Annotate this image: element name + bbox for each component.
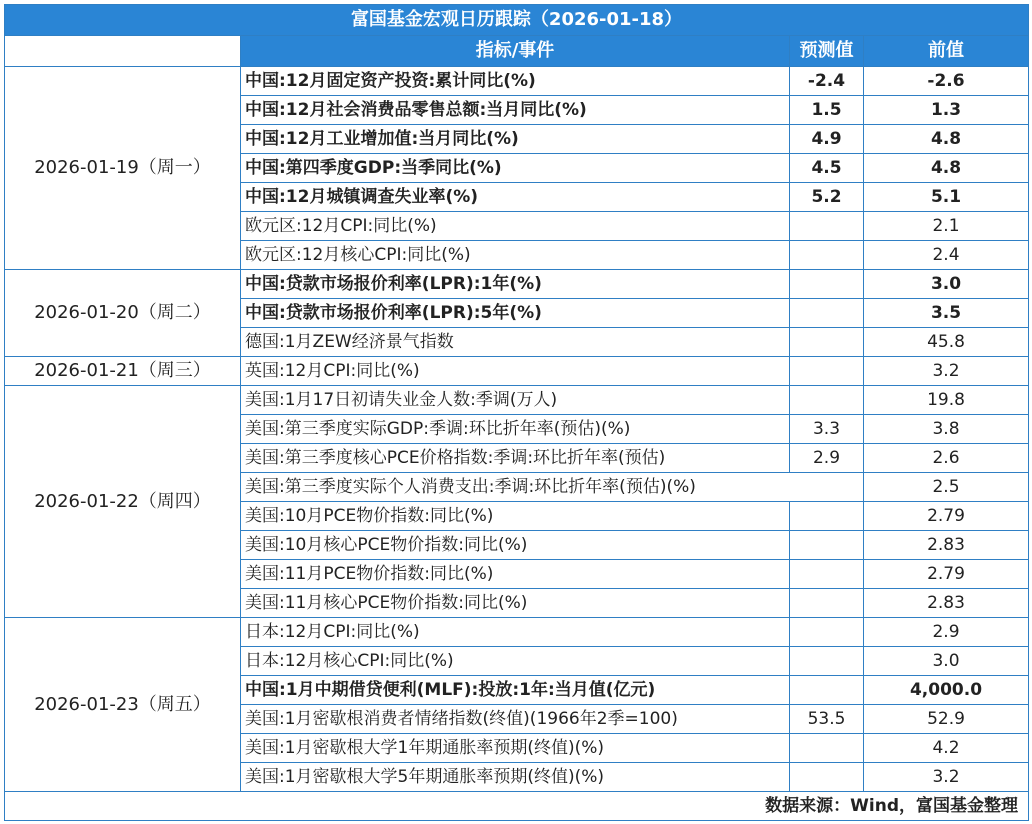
indicator-cell: 日本:12月CPI:同比(%) — [241, 618, 790, 647]
previous-cell: 3.0 — [864, 270, 1029, 299]
indicator-cell: 中国:12月固定资产投资:累计同比(%) — [241, 67, 790, 96]
previous-cell: 3.8 — [864, 415, 1029, 444]
table-row — [5, 270, 1029, 299]
previous-cell: 2.4 — [864, 241, 1029, 270]
header-previous: 前值 — [864, 36, 1029, 67]
indicator-cell: 中国:1月中期借贷便利(MLF):投放:1年:当月值(亿元) — [241, 676, 790, 705]
forecast-cell — [790, 502, 864, 531]
indicator-cell: 美国:第三季度核心PCE价格指数:季调:环比折年率(预估) — [241, 444, 790, 473]
previous-cell: 2.9 — [864, 618, 1029, 647]
forecast-cell: 2.9 — [790, 444, 864, 473]
indicator-cell: 美国:11月PCE物价指数:同比(%) — [241, 560, 790, 589]
previous-cell: -2.6 — [864, 67, 1029, 96]
previous-cell: 2.79 — [864, 502, 1029, 531]
indicator-cell: 英国:12月CPI:同比(%) — [241, 357, 790, 386]
indicator-cell: 美国:10月PCE物价指数:同比(%) — [241, 502, 790, 531]
forecast-cell: 1.5 — [790, 96, 864, 125]
indicator-cell: 美国:1月密歇根消费者情绪指数(终值)(1966年2季=100) — [241, 705, 790, 734]
previous-cell: 2.83 — [864, 589, 1029, 618]
indicator-cell: 日本:12月核心CPI:同比(%) — [241, 647, 790, 676]
indicator-cell: 中国:12月工业增加值:当月同比(%) — [241, 125, 790, 154]
previous-cell: 1.3 — [864, 96, 1029, 125]
previous-cell: 4.8 — [864, 154, 1029, 183]
indicator-cell: 中国:12月社会消费品零售总额:当月同比(%) — [241, 96, 790, 125]
indicator-cell: 中国:第四季度GDP:当季同比(%) — [241, 154, 790, 183]
previous-cell: 2.6 — [864, 444, 1029, 473]
header-row — [5, 36, 1029, 67]
forecast-cell: 4.9 — [790, 125, 864, 154]
forecast-cell — [790, 386, 864, 415]
previous-cell: 3.2 — [864, 357, 1029, 386]
forecast-cell — [790, 618, 864, 647]
indicator-cell: 中国:贷款市场报价利率(LPR):1年(%) — [241, 270, 790, 299]
table-row — [5, 618, 1029, 647]
previous-cell: 19.8 — [864, 386, 1029, 415]
forecast-cell — [790, 763, 864, 792]
forecast-cell — [790, 531, 864, 560]
previous-cell: 2.5 — [864, 473, 1029, 502]
forecast-cell — [790, 676, 864, 705]
previous-cell: 5.1 — [864, 183, 1029, 212]
title-row — [5, 5, 1029, 36]
forecast-cell: 4.5 — [790, 154, 864, 183]
table-row — [5, 67, 1029, 96]
forecast-cell: 53.5 — [790, 705, 864, 734]
date-cell: 2026-01-19（周一） — [5, 67, 241, 270]
source-note: 数据来源：Wind，富国基金整理 — [5, 792, 1029, 821]
previous-cell: 4,000.0 — [864, 676, 1029, 705]
indicator-cell: 中国:贷款市场报价利率(LPR):5年(%) — [241, 299, 790, 328]
previous-cell: 2.79 — [864, 560, 1029, 589]
previous-cell: 2.1 — [864, 212, 1029, 241]
indicator-cell: 美国:第三季度实际个人消费支出:季调:环比折年率(预估)(%) — [241, 473, 864, 502]
indicator-cell: 欧元区:12月CPI:同比(%) — [241, 212, 790, 241]
date-cell: 2026-01-22（周四） — [5, 386, 241, 618]
header-indicator: 指标/事件 — [241, 36, 790, 67]
indicator-cell: 美国:11月核心PCE物价指数:同比(%) — [241, 589, 790, 618]
forecast-cell — [790, 357, 864, 386]
previous-cell: 4.8 — [864, 125, 1029, 154]
forecast-cell — [790, 589, 864, 618]
previous-cell: 4.2 — [864, 734, 1029, 763]
indicator-cell: 美国:10月核心PCE物价指数:同比(%) — [241, 531, 790, 560]
macro-calendar — [4, 4, 1028, 820]
table-title: 富国基金宏观日历跟踪（2026-01-18） — [5, 5, 1029, 36]
forecast-cell — [790, 241, 864, 270]
indicator-cell: 美国:1月密歇根大学1年期通胀率预期(终值)(%) — [241, 734, 790, 763]
previous-cell: 52.9 — [864, 705, 1029, 734]
indicator-cell: 德国:1月ZEW经济景气指数 — [241, 328, 790, 357]
indicator-cell: 美国:1月密歇根大学5年期通胀率预期(终值)(%) — [241, 763, 790, 792]
indicator-cell: 中国:12月城镇调查失业率(%) — [241, 183, 790, 212]
previous-cell: 2.83 — [864, 531, 1029, 560]
indicator-cell: 美国:第三季度实际GDP:季调:环比折年率(预估)(%) — [241, 415, 790, 444]
previous-cell: 3.2 — [864, 763, 1029, 792]
indicator-cell: 欧元区:12月核心CPI:同比(%) — [241, 241, 790, 270]
forecast-cell — [790, 560, 864, 589]
indicator-cell: 美国:1月17日初请失业金人数:季调(万人) — [241, 386, 790, 415]
previous-cell: 3.5 — [864, 299, 1029, 328]
forecast-cell — [790, 212, 864, 241]
source-row — [5, 792, 1029, 821]
previous-cell: 3.0 — [864, 647, 1029, 676]
table-row — [5, 386, 1029, 415]
forecast-cell: 5.2 — [790, 183, 864, 212]
forecast-cell — [790, 734, 864, 763]
forecast-cell — [790, 299, 864, 328]
forecast-cell: -2.4 — [790, 67, 864, 96]
date-cell: 2026-01-20（周二） — [5, 270, 241, 357]
calendar-table — [4, 4, 1029, 821]
table-row — [5, 357, 1029, 386]
header-blank — [5, 36, 241, 67]
forecast-cell — [790, 328, 864, 357]
forecast-cell: 3.3 — [790, 415, 864, 444]
date-cell: 2026-01-23（周五） — [5, 618, 241, 792]
date-cell: 2026-01-21（周三） — [5, 357, 241, 386]
header-forecast: 预测值 — [790, 36, 864, 67]
previous-cell: 45.8 — [864, 328, 1029, 357]
forecast-cell — [790, 647, 864, 676]
forecast-cell — [790, 270, 864, 299]
